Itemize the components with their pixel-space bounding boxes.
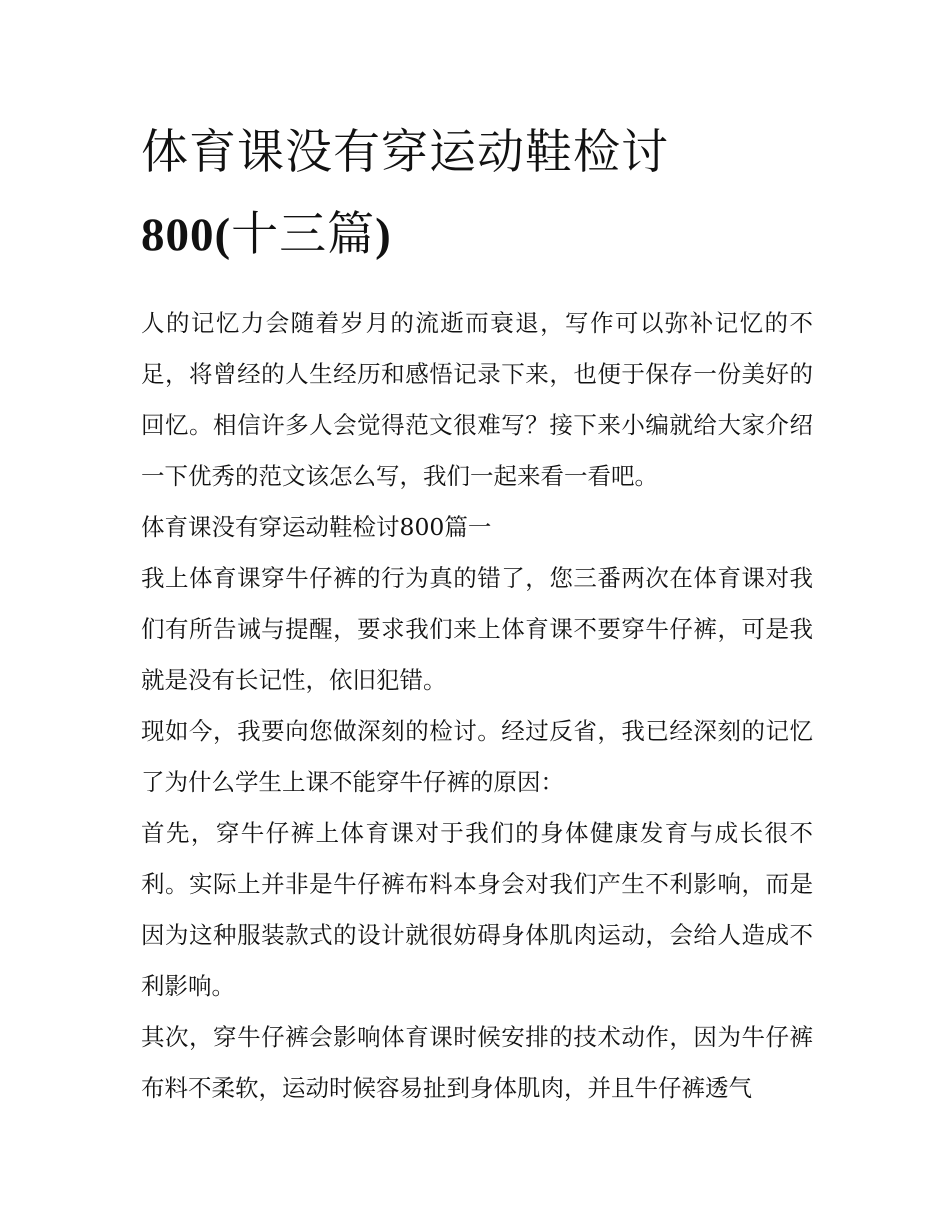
section-heading: 体育课没有穿运动鞋检讨800篇一 [141,513,492,541]
document-page [141,112,813,1114]
intro-paragraph: 人的记忆力会随着岁月的流逝而衰退，写作可以弥补记忆的不足，将曾经的人生经历和感悟记录下来，也便于保存一份美好的回忆。相信许多人会觉得范文很难写？接下来小编就给大家介绍一下优秀的范文该怎么写，我们一起来看一看吧。 [141,309,813,490]
title-count: 十三篇 [231,207,376,262]
document-body [141,298,813,1114]
title-number: 800( [141,209,232,261]
title-line-1: 体育课没有穿运动鞋检讨 [141,125,669,180]
title-close-paren: ) [375,209,392,261]
body-paragraph: 我上体育课穿牛仔裤的行为真的错了，您三番两次在体育课对我们有所告诫与提醒，要求我们来上体育课不要穿牛仔裤，可是我就是没有长记性，依旧犯错。 [141,564,813,694]
body-paragraph: 现如今，我要向您做深刻的检讨。经过反省，我已经深刻的记忆了为什么学生上课不能穿牛仔裤的原因： [141,717,813,796]
body-paragraph: 其次，穿牛仔裤会影响体育课时候安排的技术动作，因为牛仔裤布料不柔软，运动时候容易扯到身体肌肉，并且牛仔裤透气 [141,1023,813,1102]
body-paragraph: 首先，穿牛仔裤上体育课对于我们的身体健康发育与成长很不利。实际上并非是牛仔裤布料本身会对我们产生不利影响，而是因为这种服装款式的设计就很妨碍身体肌肉运动，会给人造成不利影响。 [141,819,813,1000]
document-title [141,112,813,276]
